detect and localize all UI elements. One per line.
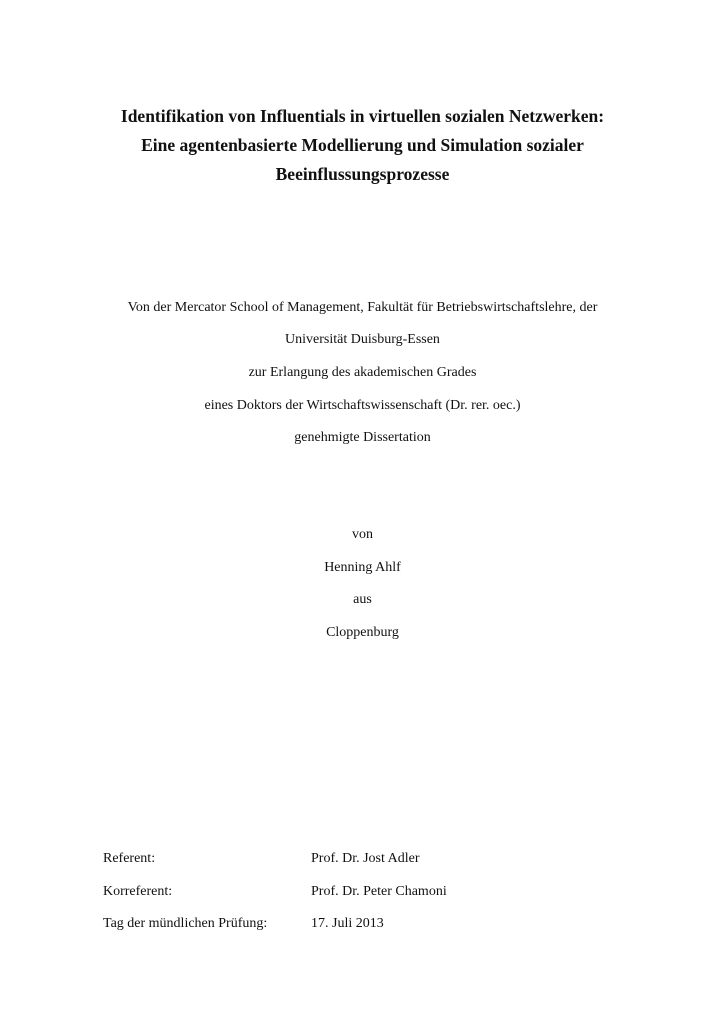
title-line-2: Eine agentenbasierte Modellierung und Simulation sozialer xyxy=(141,135,584,155)
faculty-line-4: eines Doktors der Wirtschaftswissenschaft (Dr. rer. oec.) xyxy=(204,398,521,413)
author-name: Henning Ahlf xyxy=(324,560,401,575)
author-aus: aus xyxy=(353,592,372,607)
faculty-line-3: zur Erlangung des akademischen Grades xyxy=(248,365,477,380)
korreferent-label: Korreferent: xyxy=(103,884,173,899)
faculty-line-5: genehmigte Dissertation xyxy=(294,430,431,445)
faculty-line-1: Von der Mercator School of Management, Fakultät für Betriebswirtschaftslehre, der xyxy=(127,300,598,315)
referent-value: Prof. Dr. Jost Adler xyxy=(311,851,420,866)
korreferent-value: Prof. Dr. Peter Chamoni xyxy=(311,884,447,899)
faculty-line-2: Universität Duisburg-Essen xyxy=(285,332,440,347)
exam-date-value: 17. Juli 2013 xyxy=(311,916,384,931)
exam-date-label: Tag der mündlichen Prüfung: xyxy=(103,916,268,931)
title-line-3: Beeinflussungsprozesse xyxy=(275,164,450,184)
author-von: von xyxy=(352,527,373,542)
referent-label: Referent: xyxy=(103,851,156,866)
title-line-1: Identifikation von Influentials in virtuellen sozialen Netzwerken: xyxy=(120,106,605,126)
author-place: Cloppenburg xyxy=(326,625,399,640)
dissertation-title xyxy=(0,102,725,189)
